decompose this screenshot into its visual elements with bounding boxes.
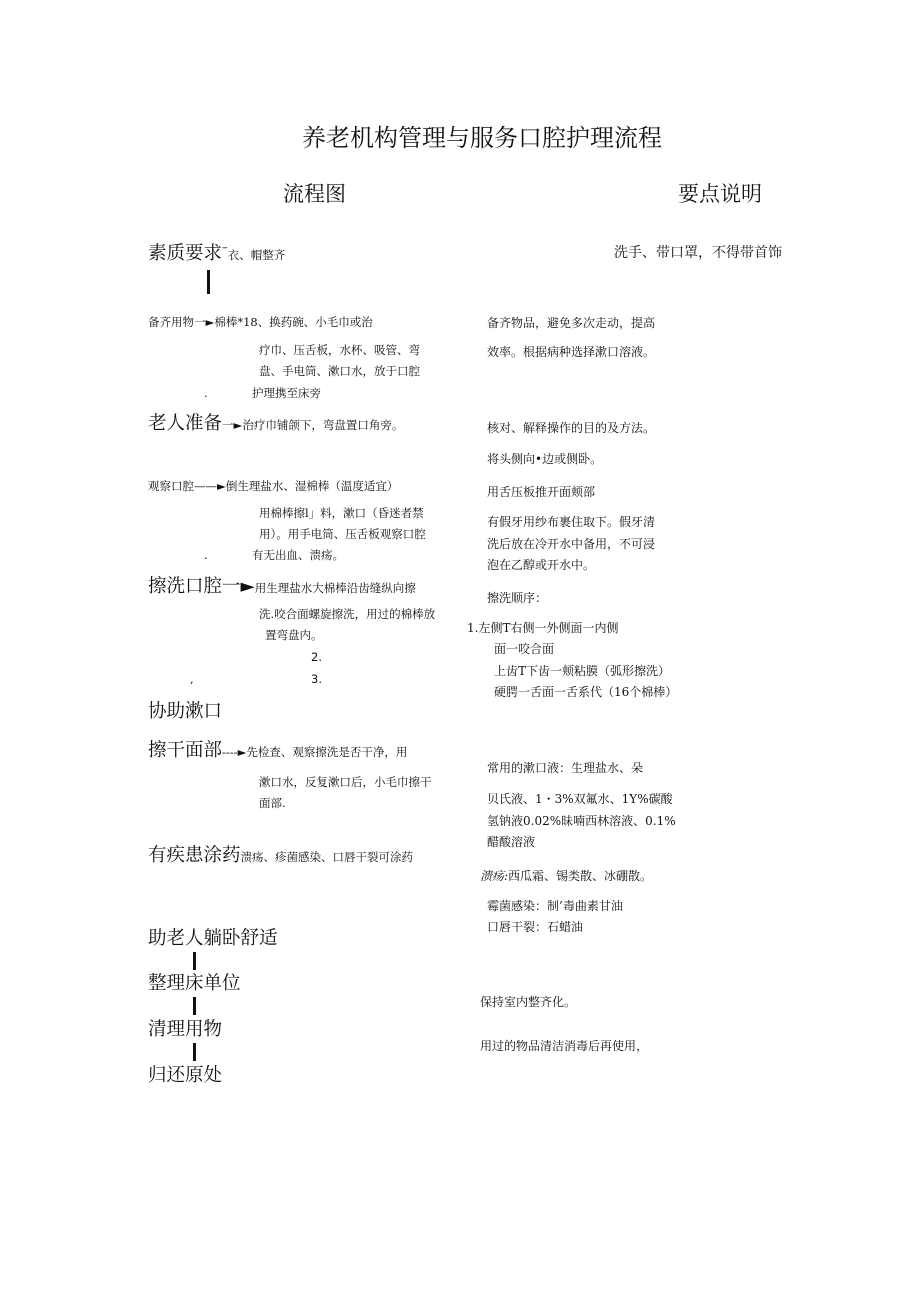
step-return-items: 归还原处 [148, 1065, 223, 1086]
note-line: 洗后放在冷开水中备用，不可浸 [487, 537, 656, 551]
note-line: 备齐物品，避免多次走动，提高 [487, 316, 656, 330]
step-observe-label: 观察口腔—— [148, 479, 217, 493]
note-line: 氢钠液0.02%昧喃西林溶液、0.1% [487, 814, 676, 828]
step-quality-requirements [148, 242, 285, 264]
step-observe-line: 用）。用手电筒、压舌板观察口腔 [259, 527, 426, 541]
note-cleaning-order-title: 擦洗顺序： [487, 591, 548, 605]
flowchart-header: 流程图 [283, 182, 346, 206]
note-line: 霉菌感染：制’毒曲素甘油 [487, 899, 623, 913]
note-line: 口唇干裂：石蜡油 [487, 920, 584, 934]
step-clean-mouth [148, 578, 416, 597]
step-quality-dash: – [222, 240, 228, 254]
note-line: 用舌压板推开面颊部 [487, 485, 596, 499]
step-dry-title: 擦干面部 [148, 740, 223, 761]
step-medicine-title: 有疾患涂药 [148, 845, 241, 866]
arrow-right-icon: ► [240, 576, 255, 597]
step-clean-line: 洗.咬合面螺旋擦洗，用过的棉棒放 [259, 607, 436, 621]
note-line: 醋酸溶液 [487, 835, 536, 849]
step-prepare-line: 疗巾、压舌板，水杯、吸管、弯 [259, 343, 420, 357]
note-line: 泡在乙醇或开水中。 [487, 558, 596, 572]
note-line: 上齿T下齿一颊粘膜（弧形擦洗） [494, 664, 671, 678]
page-title: 养老机构管理与服务口腔护理流程 [302, 124, 662, 152]
note-line: 核对、解释操作的目的及方法。 [487, 421, 656, 435]
step-observe-line: 有无出血、溃疡。 [252, 548, 344, 562]
note-line: 有假牙用纱布裹住取下。假牙清 [487, 515, 656, 529]
step-prepare-line: 盘、手电筒、漱口水，放于口腔 [259, 364, 420, 378]
step-prepare-items [148, 317, 373, 329]
flow-connector [207, 270, 210, 294]
note-line: 贝氏液、1・3%双氟水、1Y%碳酸 [487, 792, 673, 806]
note-ulcer [480, 870, 652, 882]
step-medicine-note: 溃疡、疹菌感染、口唇干裂可涂药 [240, 850, 414, 864]
step-prepare-label: 备齐用物一 [148, 315, 206, 329]
step-elder-title: 老人准备 [148, 413, 223, 434]
note-line: 硬腭一舌面一舌系代（16个棉棒） [494, 685, 678, 699]
note-ulcer-text: 西瓜霜、锡类散、冰硼散。 [508, 869, 653, 883]
note-line: 效率。根据病种选择漱口溶液。 [487, 345, 656, 359]
step-clean-title: 擦洗口腔一 [148, 576, 241, 597]
step-clean-items: 清理用物 [148, 1019, 223, 1040]
step-clean-line: 置弯盘内。 [265, 628, 323, 642]
step-dry-line: 先检查、观察擦洗是否干净，用 [246, 745, 408, 759]
step-dry-line: 漱口水，反复漱口后，小毛巾擦干 [259, 775, 432, 789]
list-number: 3. [311, 672, 322, 686]
arrow-right-icon: ► [217, 479, 226, 493]
step-quality-title: 素质要求 [148, 243, 223, 264]
step-elder-note: 治疗巾铺颌下，弯盘置口角旁。 [242, 418, 404, 432]
step-dry-face [148, 742, 407, 761]
note-ulcer-label: 溃疡: [480, 869, 509, 883]
flow-connector [193, 952, 196, 970]
step-observe-line: 倒生理盐水、湿棉棒（温度适宜） [225, 479, 399, 493]
stray-dot: . [204, 386, 208, 400]
arrow-right-icon: ► [205, 315, 215, 329]
arrow-right-icon: ► [233, 418, 243, 432]
step-prepare-line: 护理携至床旁 [252, 386, 321, 400]
note-line: 常用的漱口液：生理盐水、朵 [487, 761, 644, 775]
note-line: 将头侧向•边或侧卧。 [487, 452, 603, 466]
step-apply-medicine [148, 847, 413, 866]
list-number: 2. [311, 650, 322, 664]
stray-comma: , [190, 672, 194, 686]
step-observe-mouth [148, 481, 398, 493]
flow-connector [193, 1043, 196, 1061]
note-line: 面一咬合面 [494, 642, 555, 656]
step-observe-line: 用棉棒擦l」料，漱口（昏迷者禁 [259, 506, 424, 520]
flow-connector [193, 997, 196, 1015]
step-dry-dash: ---- [222, 745, 238, 759]
step-elder-dash: 一 [222, 418, 234, 432]
step-clean-line: 用生理盐水大棉棒沿齿缝纵向擦 [254, 581, 416, 595]
arrow-right-icon: ► [237, 745, 247, 759]
step-prepare-line: 棉棒*18、换药碗、小毛巾或治 [214, 315, 373, 329]
note-line: 保持室内整齐化。 [480, 995, 577, 1009]
note-line: 1.左侧T右侧一外侧面一内侧 [467, 621, 619, 635]
step-dry-line: 面部. [259, 796, 286, 810]
step-tidy-bed: 整理床单位 [148, 973, 241, 994]
step-comfort-position: 助老人躺卧舒适 [148, 928, 278, 949]
note-line: 用过的物品清洁消毒后再使用， [480, 1039, 649, 1053]
step-quality-note: 衣、帽整齐 [227, 248, 286, 262]
note-hygiene: 洗手、带口罩，不得带首饰 [614, 245, 782, 261]
step-assist-rinse: 协助漱口 [148, 701, 223, 722]
step-elder-prep [148, 415, 403, 434]
key-points-header: 要点说明 [678, 182, 762, 206]
stray-dot: . [204, 548, 208, 562]
